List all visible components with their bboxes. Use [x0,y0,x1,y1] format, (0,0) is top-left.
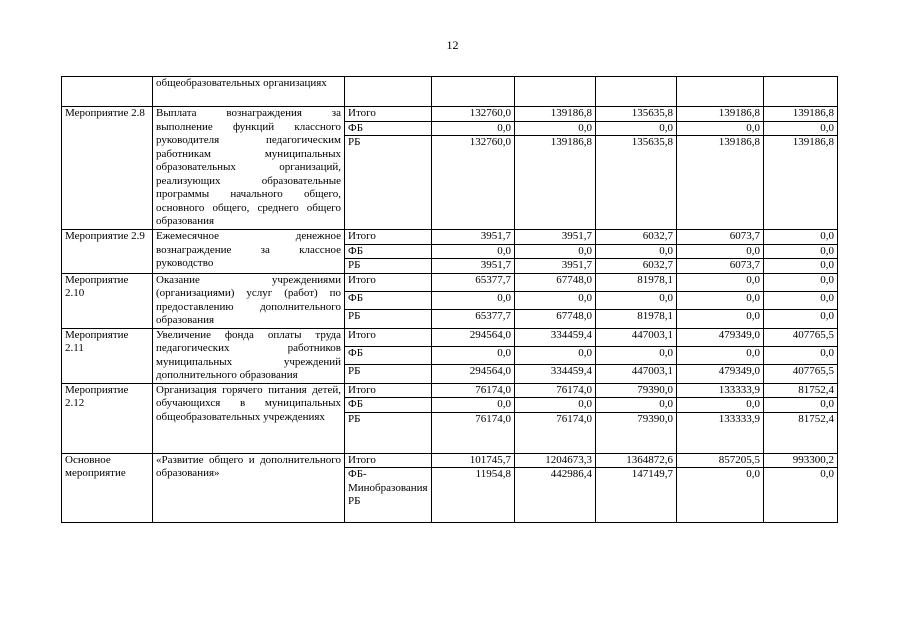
value-cell: 0,0 [596,398,677,413]
value-cell: 133333,9 [677,383,764,398]
value-cell: 0,0 [764,121,838,136]
table-row [62,107,838,122]
source-cell: Итого [345,328,432,346]
event-label: Мероприятие 2.9 [62,230,153,274]
value-cell: 0,0 [764,468,838,523]
value-cell: 67748,0 [515,310,596,328]
value-cell: 0,0 [764,230,838,245]
source-cell: РБ [345,310,432,328]
value-cell: 67748,0 [515,273,596,291]
event-label: Мероприятие 2.12 [62,383,153,453]
event-name: Ежемесячное денежное вознаграждение за классное руководство [153,230,345,274]
source-cell: Итого [345,273,432,291]
value-cell: 447003,1 [596,365,677,383]
value-cell: 0,0 [515,121,596,136]
source-cell: ФБ [345,398,432,413]
value-cell: 0,0 [764,346,838,364]
value-cell: 0,0 [677,398,764,413]
value-cell: 6073,7 [677,259,764,274]
value-cell: 3951,7 [432,259,515,274]
event-name: Оказание учреждениями (организациями) услуг (работ) по предоставлению дополнительного образования [153,273,345,328]
value-cell: 0,0 [677,121,764,136]
table-row [62,328,838,346]
source-cell: ФБ-Минобразования РБ [345,468,432,523]
value-cell: 0,0 [432,121,515,136]
value-cell: 0,0 [764,310,838,328]
event-name: Организация горячего питания детей, обучающихся в муниципальных общеобразовательных учреждениях [153,383,345,453]
value-cell: 147149,7 [596,468,677,523]
value-cell: 11954,8 [432,468,515,523]
value-cell: 479349,0 [677,328,764,346]
table-row [62,383,838,398]
value-cell: 294564,0 [432,328,515,346]
value-cell: 65377,7 [432,310,515,328]
value-cell: 81752,4 [764,383,838,398]
value-cell: 334459,4 [515,328,596,346]
value-cell: 0,0 [515,398,596,413]
page-number: 12 [446,38,459,52]
source-cell: РБ [345,259,432,274]
value-cell: 81978,1 [596,273,677,291]
value-cell: 139186,8 [677,136,764,230]
value-cell: 993300,2 [764,453,838,468]
value-cell: 0,0 [596,244,677,259]
value-cell: 442986,4 [515,468,596,523]
value-cell: 76174,0 [432,383,515,398]
value-cell: 0,0 [764,291,838,309]
value-cell: 0,0 [515,291,596,309]
value-cell: 135635,8 [596,107,677,122]
continuation-row [62,77,838,107]
event-label: Основное мероприятие [62,453,153,523]
value-cell: 6032,7 [596,259,677,274]
value-cell: 0,0 [764,244,838,259]
value-cell: 0,0 [677,244,764,259]
source-cell: Итого [345,453,432,468]
value-cell: 0,0 [677,346,764,364]
table-row [62,230,838,245]
value-cell: 857205,5 [677,453,764,468]
value-cell: 139186,8 [764,107,838,122]
event-name: Выплата вознаграждения за выполнение функций классного руководителя педагогическим работникам муниципальных образовательных организаций, реализующих образовательные программы начального общего, основного общего, среднего общего образования [153,107,345,230]
value-cell: 139186,8 [515,136,596,230]
value-cell: 3951,7 [515,230,596,245]
budget-table [61,76,838,523]
value-cell: 0,0 [764,259,838,274]
value-cell: 79390,0 [596,383,677,398]
value-cell: 139186,8 [764,136,838,230]
value-cell: 81978,1 [596,310,677,328]
value-cell: 334459,4 [515,365,596,383]
value-cell: 133333,9 [677,412,764,453]
value-cell: 0,0 [764,273,838,291]
table-row [62,453,838,468]
value-cell: 76174,0 [515,383,596,398]
source-cell: Итого [345,383,432,398]
value-cell: 132760,0 [432,136,515,230]
value-cell: 0,0 [596,291,677,309]
event-label: Мероприятие 2.10 [62,273,153,328]
source-cell: РБ [345,365,432,383]
value-cell: 81752,4 [764,412,838,453]
event-name: «Развитие общего и дополнительного образования» [153,453,345,523]
source-cell: ФБ [345,121,432,136]
value-cell: 65377,7 [432,273,515,291]
value-cell: 135635,8 [596,136,677,230]
value-cell: 0,0 [764,398,838,413]
value-cell: 0,0 [677,310,764,328]
value-cell: 407765,5 [764,328,838,346]
value-cell: 0,0 [596,121,677,136]
source-cell: ФБ [345,291,432,309]
value-cell: 0,0 [432,291,515,309]
value-cell: 79390,0 [596,412,677,453]
value-cell: 132760,0 [432,107,515,122]
source-cell: ФБ [345,346,432,364]
continuation-name: общеобразовательных организациях [153,77,345,107]
value-cell: 0,0 [677,273,764,291]
source-cell: Итого [345,230,432,245]
table-row [62,273,838,291]
value-cell: 76174,0 [432,412,515,453]
value-cell: 139186,8 [677,107,764,122]
value-cell: 0,0 [432,398,515,413]
value-cell: 294564,0 [432,365,515,383]
value-cell: 1364872,6 [596,453,677,468]
event-label: Мероприятие 2.8 [62,107,153,230]
value-cell: 479349,0 [677,365,764,383]
value-cell: 0,0 [596,346,677,364]
value-cell: 6032,7 [596,230,677,245]
source-cell: ФБ [345,244,432,259]
event-label: Мероприятие 2.11 [62,328,153,383]
value-cell: 0,0 [515,346,596,364]
value-cell: 1204673,3 [515,453,596,468]
value-cell: 3951,7 [432,230,515,245]
value-cell: 0,0 [515,244,596,259]
value-cell: 0,0 [677,291,764,309]
value-cell: 3951,7 [515,259,596,274]
source-cell: РБ [345,412,432,453]
source-cell: РБ [345,136,432,230]
value-cell: 76174,0 [515,412,596,453]
value-cell: 407765,5 [764,365,838,383]
value-cell: 0,0 [432,346,515,364]
value-cell: 0,0 [677,468,764,523]
value-cell: 139186,8 [515,107,596,122]
source-cell: Итого [345,107,432,122]
value-cell: 6073,7 [677,230,764,245]
value-cell: 0,0 [432,244,515,259]
event-name: Увеличение фонда оплаты труда педагогических работников муниципальных учреждений дополнительного образования [153,328,345,383]
value-cell: 447003,1 [596,328,677,346]
value-cell: 101745,7 [432,453,515,468]
